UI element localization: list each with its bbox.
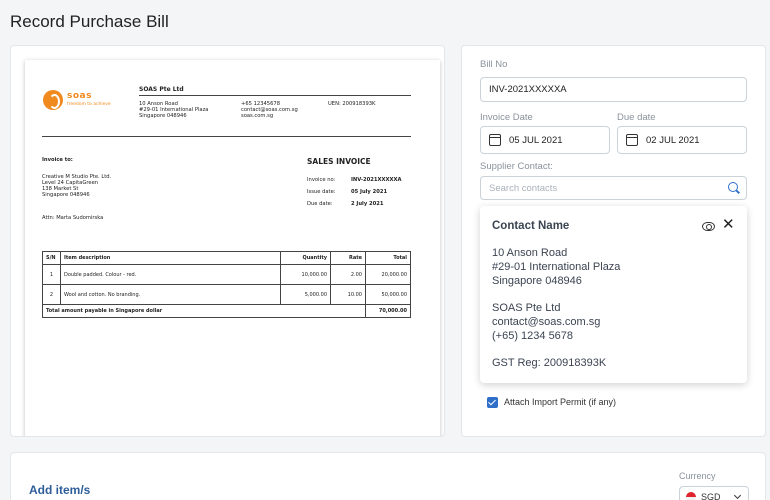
supplier-search-placeholder: Search contacts [489,182,558,194]
meta-value: INV-2021XXXXXA [351,177,402,183]
due-date-value: 02 JUL 2021 [646,134,700,146]
table-cell: 10.00 [331,285,366,305]
table-cell: Double padded. Colour - red. [61,265,281,285]
attach-permit-label: Attach Import Permit (if any) [504,397,617,407]
address-line: Singapore 048946 [139,113,187,119]
search-icon[interactable] [728,182,738,192]
due-date-label: Due date [617,112,656,123]
total-value: 70,000.00 [366,305,411,318]
currency-select[interactable] [679,486,749,500]
contact-company-line: contact@soas.com.sg [492,316,601,328]
add-items-panel [10,452,766,500]
supplier-search-input[interactable] [480,176,747,200]
bill-form-panel [461,45,766,437]
table-cell: 5,000.00 [281,285,331,305]
logo-tagline: freedom to achieve [67,102,111,107]
contact-company-line: SOAS Pte Ltd [492,302,561,314]
invoice-doc-title: SALES INVOICE [307,157,371,166]
chevron-down-icon [734,492,741,499]
attach-permit-checkbox[interactable] [487,397,498,408]
divider [42,136,411,137]
invoice-preview-panel [10,45,445,437]
table-cell: 50,000.00 [366,285,411,305]
meta-label: Due date: [307,201,333,207]
table-header: Rate [331,252,366,265]
contact-name: Contact Name [492,220,570,232]
contact-address-line: #29-01 International Plaza [492,261,621,273]
invoice-meta-values [351,174,402,210]
contact-card [480,206,747,383]
calendar-icon [626,134,638,146]
invoice-meta-labels [307,174,336,210]
address-line: #29-01 International Plaza [139,107,209,113]
address-line: 138 Market St [42,186,79,192]
table-row [43,285,411,305]
contact-company-line: (+65) 1234 5678 [492,330,574,342]
table-cell: 2 [43,285,61,305]
meta-value: 05 July 2021 [351,189,388,195]
invoice-company-address [139,101,208,119]
logo-mark-icon [43,90,63,110]
contact-company [492,301,600,343]
address-line: Creative M Studio Pte. Ltd. [42,174,112,180]
address-line: Level 24 CapitaGreen [42,180,99,186]
divider [139,95,411,96]
invoice-uen: UEN: 200918393K [328,101,376,107]
invoice-company-name: SOAS Pte Ltd [139,86,184,93]
contact-gst: GST Reg: 200918393K [492,357,607,369]
contact-line: +65 12345678 [241,101,280,107]
table-header: Item description [61,252,281,265]
table-header: S/N [43,252,61,265]
table-cell: 2.00 [331,265,366,285]
table-row [43,265,411,285]
invoice-date-value: 05 JUL 2021 [509,134,563,146]
company-logo [43,90,125,110]
table-cell: 20,000.00 [366,265,411,285]
currency-value: SGD [701,492,721,500]
invoice-to-address [42,174,111,198]
invoice-items-table [42,251,411,318]
table-header: Quantity [281,252,331,265]
currency-label: Currency [679,471,716,481]
meta-value: 2 July 2021 [351,201,384,207]
bill-no-input[interactable]: INV-2021XXXXXA [480,77,747,102]
invoice-to-heading: Invoice to: [42,157,73,163]
invoice-attn: Attn: Marta Sudomirska [42,215,104,221]
contact-address [492,246,620,288]
contact-line: soas.com.sg [241,113,274,119]
meta-label: Invoice no: [307,177,336,183]
total-label: Total amount payable in Singapore dollar [43,305,366,318]
invoice-date-label: Invoice Date [480,112,533,123]
table-cell: 1 [43,265,61,285]
logo-text: soas [67,91,92,101]
invoice-company-contact [241,101,298,119]
page-title: Record Purchase Bill [10,12,169,31]
invoice-document [25,60,440,437]
bill-no-label: Bill No [480,59,508,70]
invoice-date-picker[interactable] [480,126,610,154]
eye-icon[interactable] [702,222,715,231]
contact-address-line: 10 Anson Road [492,247,568,259]
calendar-icon [489,134,501,146]
table-total-row [43,305,411,318]
table-header: Total [366,252,411,265]
singapore-flag-icon [686,492,696,500]
address-line: Singapore 048946 [42,192,90,198]
due-date-picker[interactable] [617,126,747,154]
table-header-row [43,252,411,265]
add-items-heading[interactable]: Add item/s [29,483,91,497]
address-line: 10 Anson Road [139,101,178,107]
close-icon[interactable]: ✕ [722,216,735,233]
contact-line: contact@soas.com.sg [241,107,298,113]
contact-address-line: Singapore 048946 [492,275,582,287]
table-cell: 10,000.00 [281,265,331,285]
table-cell: Wool and cotton. No branding. [61,285,281,305]
meta-label: Issue date: [307,189,336,195]
supplier-contact-label: Supplier Contact: [480,161,553,172]
